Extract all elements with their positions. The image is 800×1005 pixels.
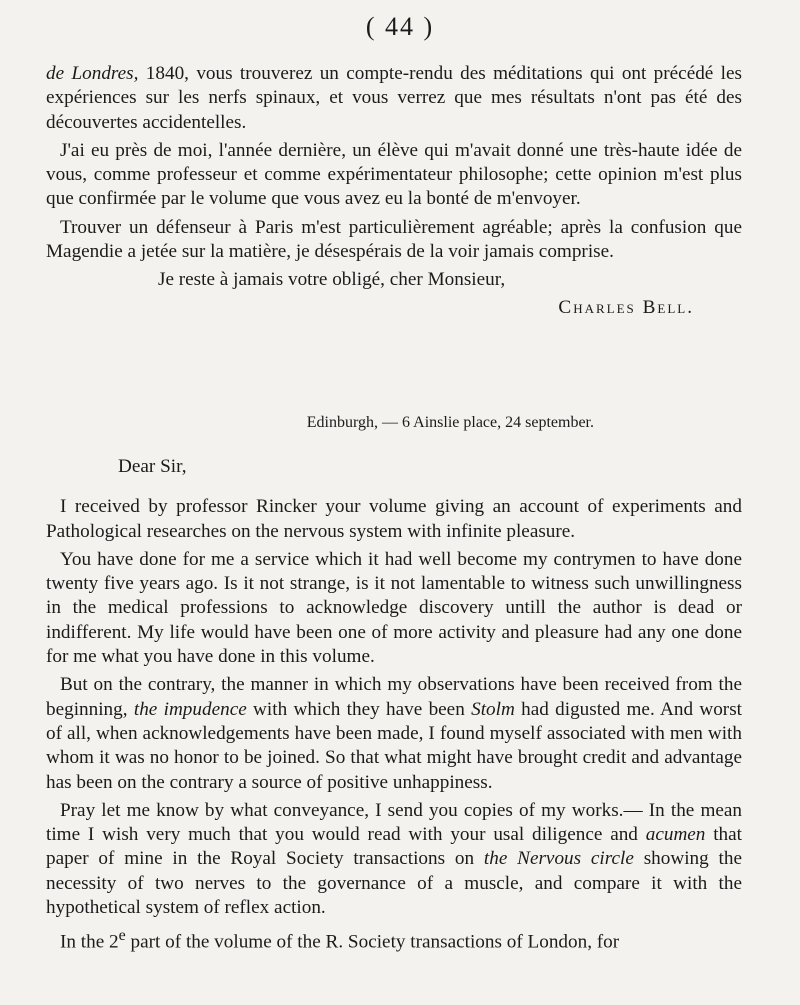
english-paragraph-2: You have done for me a service which it had well become my contrymen to have done twenty five years ago. Is it not strange, is it not lamentable to witness such unwillingness in the medical professions to acknowledge discovery untill the author is dead or indifferent. My life would have been one of more activity and pleasure had any one done for me what you have done in this volume.: [46, 548, 742, 668]
english-paragraph-4-e: showing the necessity of two nerves to the governance of a muscle, and compare it with the hypothetical system of reflex action.: [46, 848, 742, 919]
french-letter: [46, 62, 742, 320]
english-paragraph-5: [46, 924, 742, 955]
salutation: Dear Sir,: [118, 456, 187, 477]
english-paragraph-4-c: that paper of mine in the Royal Society transactions on: [46, 824, 743, 870]
english-paragraph-3-italic-1: the impudence: [133, 698, 247, 720]
french-paragraph-2: J'ai eu près de moi, l'année dernière, un élève qui m'avait donné une très-haute idée de vous, comme professeur et comme expérimentateur philosophe; cette opinion m'est plus que confirmée par le volume que vous avez eu la bonté de m'envoyer.: [46, 139, 742, 210]
french-paragraph-1: [46, 62, 742, 135]
english-paragraph-1: I received by professor Rincker your volume giving an account of experiments and Pathological researches on the nervous system with infinite pleasure.: [46, 496, 742, 542]
english-letter: [46, 455, 742, 959]
french-paragraph-3: Trouver un défenseur à Paris m'est particulièrement agréable; après la confusion que Magendie a jetée sur la matière, je désespérais de la voir jamais comprise.: [46, 216, 742, 263]
english-paragraph-3-italic-2: Stolm: [471, 698, 515, 720]
english-paragraph-4-italic-2: the Nervous circle: [483, 848, 634, 870]
english-paragraph-5-sup: e: [118, 927, 126, 945]
french-closing: Je reste à jamais votre obligé, cher Monsieur,: [158, 269, 506, 291]
english-paragraph-3-c: with which they have been: [246, 698, 472, 720]
english-paragraph-3-e: had digusted me. And worst of all, when acknowledgements have been made, I found myself associated with men with whom it was no honor to be joined. So that what might have brought credit and advantage has been on the contrary a source of positive unhappiness.: [46, 698, 742, 793]
dateline: Edinburgh, — 6 Ainslie place, 24 september.: [306, 414, 594, 431]
french-paragraph-1-text: 1840, vous trouverez un compte-rendu des méditations qui ont précédé les expériences sur les nerfs spinaux, et vous verrez que mes résultats n'ont pas été des découvertes accidentelles.: [46, 63, 742, 133]
page-number: ( 44 ): [365, 12, 435, 41]
signature: Charles Bell.: [558, 296, 694, 318]
french-paragraph-1-lead: de Londres,: [46, 63, 139, 84]
english-paragraph-4: [46, 799, 742, 920]
english-paragraph-3-a: But on the contrary, the manner in which my observations have been received from the beginning,: [46, 674, 742, 720]
english-paragraph-3: [46, 673, 742, 794]
english-paragraph-5-a: In the 2: [60, 931, 119, 953]
english-paragraph-4-italic-1: acumen: [645, 824, 706, 846]
english-paragraph-4-a: Pray let me know by what conveyance, I send you copies of my works.— In the mean time I wish very much that you would read with your usal diligence and: [46, 799, 742, 846]
english-paragraph-5-b: part of the volume of the R. Society transactions of London, for: [125, 931, 620, 953]
